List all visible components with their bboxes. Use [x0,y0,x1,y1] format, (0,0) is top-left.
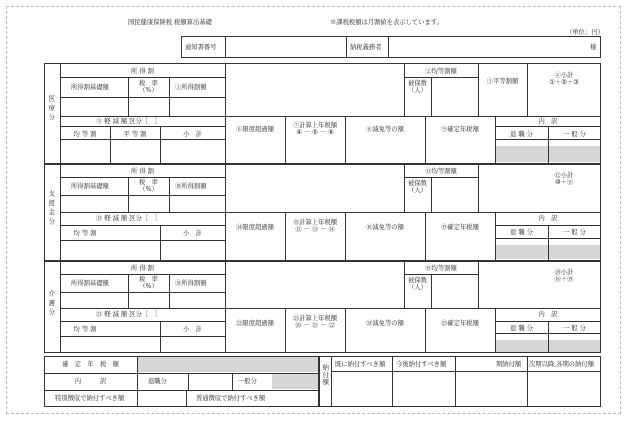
support-insured-count: 被保数 （人） [408,180,427,195]
footer-normal-collection: 普通徴収で納付すべき額 [196,395,266,402]
care-per-capita-col: 均 等 割 [73,326,97,333]
footer-next-period-payment: 次期以降,各期の納付額 [529,361,594,368]
medical-reduction: ⑤ 軽 減 額 区分［ ］ [96,118,161,125]
care-general: 一 般 分 [563,325,586,332]
support-income-amount: ⑩所得割額 [175,183,207,190]
care-subtotal: ⑳小計 ⑱＋⑲ [554,269,574,284]
medical-income-base: 所得割基礎額 [71,84,109,91]
section-support-label: 支援金分 [47,190,55,228]
support-per-capita-col: 均 等 割 [73,230,97,237]
support-retired: 退 職 分 [510,229,533,236]
care-limit-excess: ㉒限度超過額 [236,320,274,327]
support-income-header: 所 得 割 [131,168,154,175]
care-income-amount: ⑱所得割額 [175,280,207,287]
footer-future-due: 今後納付すべき額 [396,361,447,368]
section-medical-label: 医療分 [47,95,55,123]
footer-period-payment: 期納付額 [496,361,522,368]
footer-already-due: 既に納付すべき額 [335,361,386,368]
medical-confirmed: ⑨確定年税額 [441,126,479,133]
notice-row [181,36,601,58]
medical-small-total: 小 計 [183,131,202,138]
medical-income-header: 所 得 割 [131,68,154,75]
footer-annual-tax: 確 定 年 税 額 [62,361,119,368]
support-calc-tax: ⑮計算上年税額 ⑫ － ⑬ － ⑭ [292,219,338,234]
support-small-total: 小 計 [183,230,202,237]
medical-insured-count: 被保数 （人） [408,80,427,95]
medical-tax-rate: 税 率 （%） [139,80,158,95]
medical-limit-excess: ⑥限度超過額 [236,126,274,133]
medical-subtotal: ④小計 ①＋②＋③ [549,72,579,87]
footer-retired: 退職分 [148,378,167,385]
care-confirmed: ㉕確定年税額 [441,320,479,327]
support-breakdown: 内 訳 [538,215,558,222]
care-calc-tax: ㉓計算上年税額 ⑳ － ㉑ － ㉒ [292,315,338,330]
medical-per-household-col: 平 等 割 [123,131,147,138]
medical-per-household: ③平等割額 [486,78,519,85]
medical-per-capita-col: 均 等 割 [73,131,97,138]
support-limit-excess: ⑭限度超過額 [236,224,274,231]
support-subtotal: ⑫小計 ⑩＋⑪ [554,172,574,187]
taxpayer-label: 納税義務者 [350,44,382,51]
notice-number-label: 通知書番号 [185,44,217,51]
care-small-total: 小 計 [183,326,202,333]
care-income-base: 所得割基礎額 [71,280,109,287]
medical-general: 一 般 分 [563,131,586,138]
care-exemption: ㉔減免等の額 [366,320,404,327]
support-general: 一 般 分 [563,229,586,236]
support-reduction: ⑬ 軽 減 額 区分［ ］ [96,215,161,222]
unit-label: （単位：円） [566,29,604,36]
medical-breakdown: 内 訳 [538,118,558,125]
support-income-base: 所得割基礎額 [71,183,109,190]
footer-payment-label: 納付額 [321,364,329,386]
medical-income-amount: ①所得割額 [175,84,207,91]
medical-calc-tax: ⑦計算上年税額 ④ － ⑤ － ⑥ [292,122,338,137]
support-tax-rate: 税 率 （%） [139,179,158,194]
section-care-label: 介護分 [47,290,55,318]
footer-special-collection: 特別徴収で納付すべき額 [55,395,125,402]
medical-retired: 退 職 分 [510,131,533,138]
medical-per-capita: ②均等割額 [425,68,457,75]
monthly-note: ※課税税額は月割値を表示しています。 [330,19,443,26]
medical-exemption: ⑧減免等の額 [366,126,404,133]
footer-breakdown: 内 訳 [74,378,107,385]
support-confirmed: ⑰確定年税額 [441,224,479,231]
care-per-capita: ⑲均等割額 [425,265,457,272]
honorific: 様 [590,44,597,51]
care-breakdown: 内 訳 [538,311,558,318]
care-retired: 退 職 分 [510,325,533,332]
care-income-header: 所 得 割 [131,265,154,272]
form-title: 国民健康保険税 税額算出基礎 [128,19,212,26]
support-per-capita: ⑪均等割額 [425,168,457,175]
care-insured-count: 被保数 （人） [408,277,427,292]
support-exemption: ⑯減免等の額 [366,224,404,231]
care-reduction: ㉑ 軽 減 額 区分［ ］ [96,311,161,318]
care-tax-rate: 税 率 （%） [139,276,158,291]
footer-general: 一般分 [238,378,257,385]
